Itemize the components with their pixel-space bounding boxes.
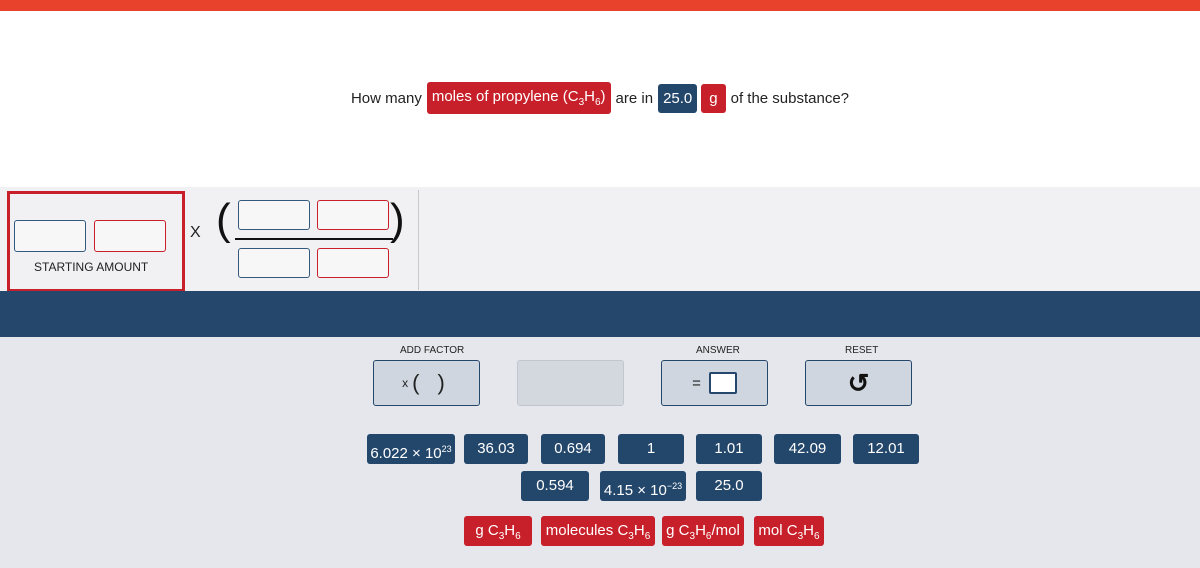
question-text bbox=[0, 82, 1200, 114]
add-factor-button[interactable] bbox=[373, 360, 480, 406]
avogadro-chip[interactable]: $6.022 \times 10^{23}$ bbox=[367, 434, 455, 464]
question-tail: of the substance? bbox=[730, 89, 850, 107]
top-accent-bar bbox=[0, 0, 1200, 11]
number-chip-0-694[interactable]: 0.694 bbox=[541, 434, 605, 464]
unit-chip-mol-c3h6[interactable]: mol $C_3H_6$ bbox=[754, 516, 824, 546]
question-mid: are in bbox=[615, 89, 654, 107]
question-lead: How many bbox=[350, 89, 422, 107]
factor-numerator-unit-slot[interactable] bbox=[317, 200, 389, 230]
number-chip-1[interactable]: 1 bbox=[618, 434, 684, 464]
right-paren: ) bbox=[390, 195, 405, 244]
number-chip-36-03[interactable]: 36.03 bbox=[464, 434, 528, 464]
reset-icon: ↺ bbox=[847, 367, 870, 398]
starting-amount-unit-slot[interactable] bbox=[94, 220, 166, 252]
starting-amount-label: STARTING AMOUNT bbox=[34, 260, 149, 274]
given-amount-tag: 25.0 bbox=[658, 84, 697, 113]
blank-control bbox=[517, 360, 624, 406]
equals-sign: = bbox=[692, 374, 701, 392]
workspace-divider bbox=[418, 190, 419, 290]
add-factor-x: x bbox=[402, 376, 409, 390]
left-paren: ( bbox=[216, 195, 231, 244]
answer-banner bbox=[0, 291, 1200, 337]
unit-chip-molecules-c3h6[interactable]: molecules $C_3H_6$ bbox=[541, 516, 655, 546]
number-chip-12-01[interactable]: 12.01 bbox=[853, 434, 919, 464]
starting-amount-value-slot[interactable] bbox=[14, 220, 86, 252]
given-unit-tag: g bbox=[701, 84, 725, 113]
answer-label: ANSWER bbox=[696, 345, 740, 356]
factor-numerator-value-slot[interactable] bbox=[238, 200, 310, 230]
factor-denominator-unit-slot[interactable] bbox=[317, 248, 389, 278]
number-chip-4-15e-23[interactable]: $4.15 \times 10^{-23}$ bbox=[600, 471, 686, 501]
unit-chip-g-c3h6[interactable]: g $C_3H_6$ bbox=[464, 516, 532, 546]
answer-box-icon bbox=[709, 372, 737, 394]
unit-chip-g-per-mol[interactable]: g $C_3H_6$/mol bbox=[662, 516, 744, 546]
number-chip-1-01[interactable]: 1.01 bbox=[696, 434, 762, 464]
target-substance-tag: moles of propylene $(C_3H_6)$ bbox=[427, 82, 611, 114]
reset-label: RESET bbox=[845, 345, 879, 356]
add-factor-label: ADD FACTOR bbox=[400, 345, 465, 356]
number-chip-25-0[interactable]: 25.0 bbox=[696, 471, 762, 501]
add-factor-parens-icon: ( ) bbox=[412, 370, 451, 395]
reset-button[interactable] bbox=[805, 360, 912, 406]
number-chip-42-09[interactable]: 42.09 bbox=[774, 434, 841, 464]
multiply-sign: X bbox=[190, 224, 201, 241]
number-chip-0-594[interactable]: 0.594 bbox=[521, 471, 589, 501]
fraction-bar bbox=[235, 238, 393, 240]
answer-button[interactable] bbox=[661, 360, 768, 406]
factor-denominator-value-slot[interactable] bbox=[238, 248, 310, 278]
